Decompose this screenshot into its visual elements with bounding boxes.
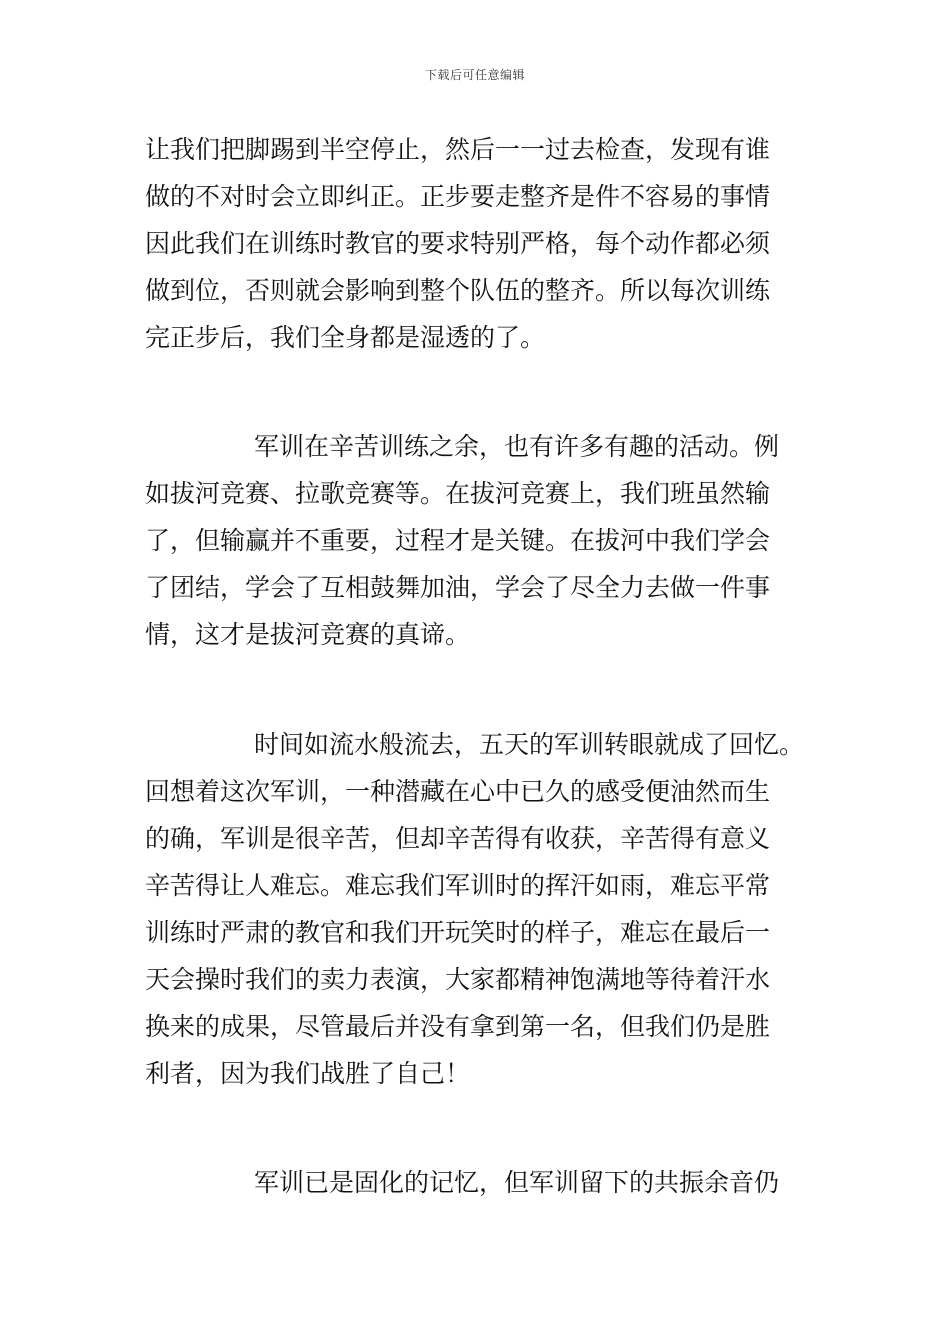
paragraph-3-line-2: 回想着这次军训，一种潜藏在心中已久的感受便油然而生 <box>145 777 771 806</box>
paragraph-4-line-1: 军训已是固化的记忆，但军训留下的共振余音仍 <box>254 1168 780 1197</box>
paragraph-3-line-6: 天会操时我们的卖力表演，大家都精神饱满地等待着汗水 <box>145 965 771 994</box>
paragraph-2-line-4: 了团结，学会了互相鼓舞加油，学会了尽全力去做一件事 <box>145 573 771 602</box>
paragraph-3-line-3: 的确，军训是很辛苦，但却辛苦得有收获，辛苦得有意义 <box>145 824 771 853</box>
paragraph-2-line-3: 了，但输赢并不重要，过程才是关键。在拔河中我们学会 <box>145 526 771 555</box>
paragraph-3-line-4: 辛苦得让人难忘。难忘我们军训时的挥汗如雨，难忘平常 <box>145 871 771 900</box>
paragraph-1-line-4: 做到位，否则就会影响到整个队伍的整齐。所以每次训练 <box>145 276 771 305</box>
paragraph-1-line-2: 做的不对时会立即纠正。正步要走整齐是件不容易的事情 <box>145 182 771 211</box>
paragraph-2-line-2: 如拔河竞赛、拉歌竞赛等。在拔河竞赛上，我们班虽然输 <box>145 479 771 508</box>
paragraph-3-line-7: 换来的成果，尽管最后并没有拿到第一名，但我们仍是胜 <box>145 1012 771 1041</box>
paragraph-3-line-5: 训练时严肃的教官和我们开玩笑时的样子，难忘在最后一 <box>145 918 771 947</box>
paragraph-1-line-5: 完正步后，我们全身都是湿透的了。 <box>145 323 546 352</box>
paragraph-1-line-1: 让我们把脚踢到半空停止，然后一一过去检查，发现有谁 <box>145 135 771 164</box>
paragraph-1-line-3: 因此我们在训练时教官的要求特别严格，每个动作都必须 <box>145 229 771 258</box>
paragraph-2-line-1: 军训在辛苦训练之余，也有许多有趣的活动。例 <box>254 432 780 461</box>
paragraph-3-line-1: 时间如流水般流去，五天的军训转眼就成了回忆。 <box>254 730 805 759</box>
header-note: 下载后可任意编辑 <box>424 68 525 82</box>
paragraph-2-line-5: 情，这才是拔河竞赛的真谛。 <box>145 620 471 649</box>
paragraph-3-line-8: 利者，因为我们战胜了自己！ <box>145 1059 471 1088</box>
